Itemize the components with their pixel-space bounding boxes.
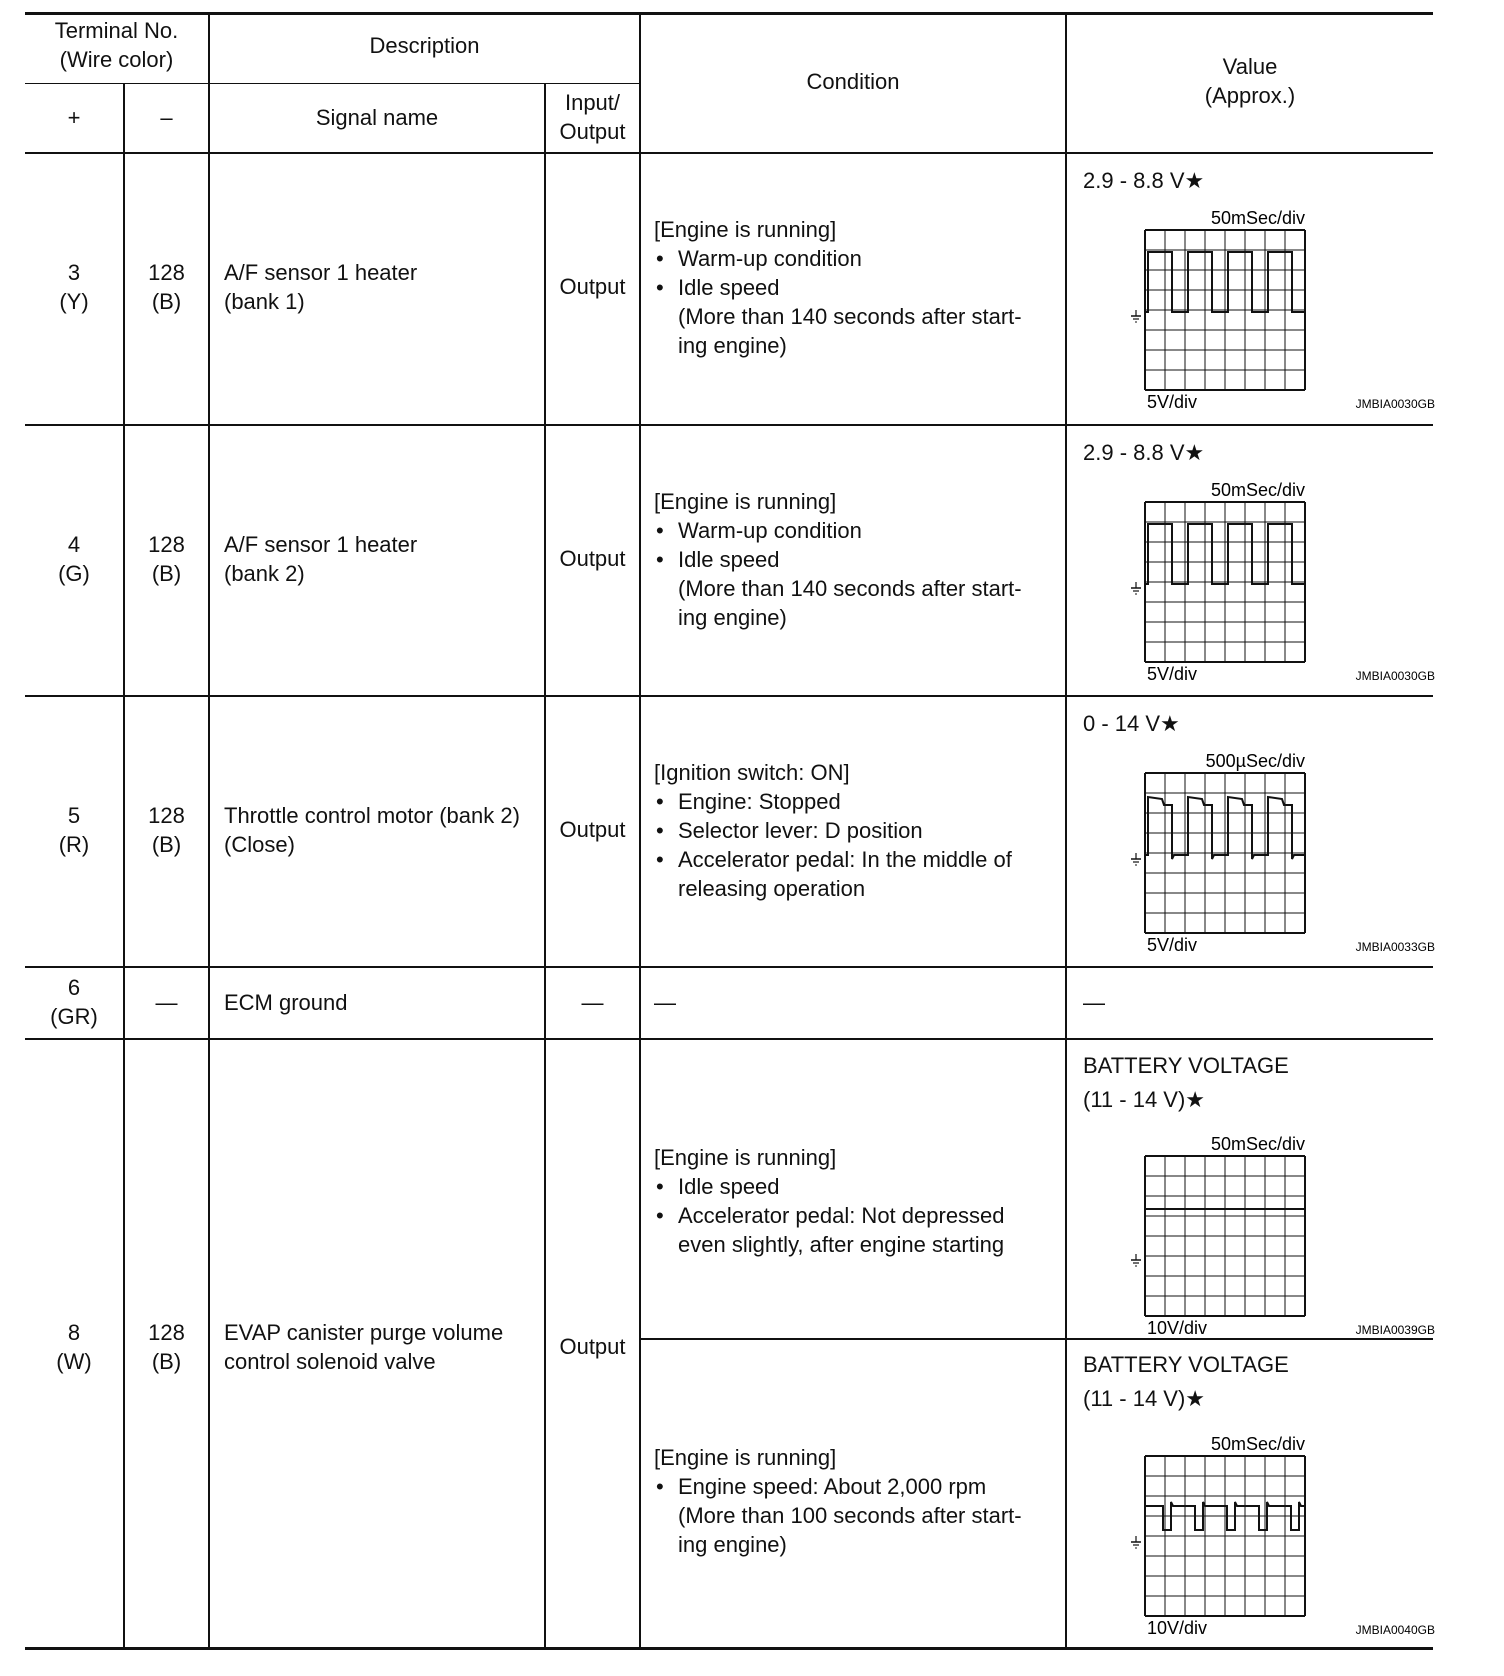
row5b-cond-item: • Engine speed: About 2,000 rpm (More than 100 seconds after start- ing engine) [654,1472,1022,1559]
row4-plus: 6 (GR) [50,975,98,1029]
figure-code: JMBIA0033GB [1355,940,1435,954]
rule-v2 [208,12,210,1649]
waveform-trace [1145,1208,1305,1209]
row1-cond-item: • Warm-up condition [654,244,1022,273]
figure-code: JMBIA0040GB [1355,1623,1435,1637]
row3-cond-list [654,787,1012,903]
row1-signal: A/F sensor 1 heater (bank 1) [224,260,418,314]
header-value: Value (Approx.) [1204,54,1296,108]
row5a-cond-item: • Accelerator pedal: Not depressed even slightly, after engine starting [654,1201,1005,1259]
row5b-cond-head: [Engine is running] [654,1445,837,1470]
rule-v5 [1065,12,1067,1649]
row2-cond-head: [Engine is running] [654,489,837,514]
row5a-cond-item: • Idle speed [654,1172,1005,1201]
header-signal-name: Signal name [315,105,439,130]
row3-cond-item: • Engine: Stopped [654,787,1012,816]
row2-condition [654,487,1022,632]
row2-plus: 4 (G) [58,532,90,586]
row1-condition [654,215,1022,360]
volt-div-label: 5V/div [1147,935,1198,955]
row3-cond-item: • Selector lever: D position [654,816,1012,845]
row5-io: Output [559,1334,626,1359]
row2-minus: 128 (B) [148,532,185,586]
row5-minus: 128 (B) [148,1320,185,1374]
oscilloscope-waveform-5 [1075,1426,1435,1676]
row2-cond-item: • Warm-up condition [654,516,1022,545]
time-div-label: 50mSec/div [1210,208,1305,228]
ground-icon [1131,310,1141,322]
oscilloscope-waveform-3 [1075,743,1435,993]
figure-code: JMBIA0030GB [1355,669,1435,683]
row5b-condition [654,1443,1022,1559]
row1-cond-head: [Engine is running] [654,217,837,242]
row2-value: 2.9 - 8.8 V★ [1083,440,1205,465]
rule-row4 [25,1038,1433,1040]
volt-div-label: 10V/div [1147,1618,1208,1638]
row1-value: 2.9 - 8.8 V★ [1083,168,1205,193]
row3-condition [654,758,1012,903]
row4-value: — [1083,990,1105,1015]
row1-cond-item: • Idle speed (More than 140 seconds after start- ing engine) [654,273,1022,360]
rule-v4 [639,12,641,1649]
row5-plus: 8 (W) [56,1320,92,1374]
row1-plus: 3 (Y) [59,260,89,314]
row1-cond-list [654,244,1022,360]
oscilloscope-waveform-1 [1075,200,1435,450]
rule-v3 [544,83,546,1649]
row3-minus: 128 (B) [148,803,185,857]
row5b-value-line1: BATTERY VOLTAGE [1083,1352,1289,1377]
row2-cond-item: • Idle speed (More than 140 seconds after start- ing engine) [654,545,1022,632]
volt-div-label: 5V/div [1147,664,1198,684]
row3-io: Output [559,817,626,842]
row4-signal: ECM ground [224,990,348,1015]
row5a-condition [654,1143,1005,1259]
ground-icon [1131,853,1141,865]
row4-minus: — [155,990,178,1015]
ground-icon [1131,582,1141,594]
rule-top [25,12,1433,15]
row1-minus: 128 (B) [148,260,185,314]
ground-icon [1131,1254,1141,1266]
row5a-cond-head: [Engine is running] [654,1145,837,1170]
ground-icon [1131,1536,1141,1548]
row3-plus: 5 (R) [58,803,90,857]
rule-header-mid [25,83,639,84]
row5a-value-line1: BATTERY VOLTAGE [1083,1053,1289,1078]
figure-code: JMBIA0030GB [1355,397,1435,411]
row5-signal: EVAP canister purge volume control solenoid valve [224,1320,504,1374]
row3-value: 0 - 14 V★ [1083,711,1180,736]
row5a-cond-list [654,1172,1005,1259]
header-minus: – [160,105,173,130]
row2-io: Output [559,546,626,571]
volt-div-label: 5V/div [1147,392,1198,412]
row4-io: — [581,990,604,1015]
time-div-label: 50mSec/div [1210,1134,1305,1154]
row2-signal: A/F sensor 1 heater (bank 2) [224,532,418,586]
row3-cond-item: • Accelerator pedal: In the middle of releasing operation [654,845,1012,903]
time-div-label: 50mSec/div [1210,1434,1305,1454]
time-div-label: 50mSec/div [1210,480,1305,500]
row3-signal: Throttle control motor (bank 2) (Close) [224,803,520,857]
oscilloscope-waveform-2 [1075,472,1435,722]
row5a-value-line2: (11 - 14 V)★ [1083,1087,1206,1112]
row4-condition: — [654,990,676,1015]
rule-v1 [123,83,125,1649]
rule-header-bottom [25,152,1433,154]
row1-io: Output [559,274,626,299]
oscilloscope-waveform-4 [1075,1126,1435,1376]
row5b-cond-list [654,1472,1022,1559]
figure-code: JMBIA0039GB [1355,1323,1435,1337]
header-terminal: Terminal No. (Wire color) [54,18,179,72]
header-plus: + [67,105,81,130]
row5b-value-line2: (11 - 14 V)★ [1083,1386,1206,1411]
header-condition: Condition [806,69,900,94]
header-io: Input/ Output [559,90,626,144]
header-description: Description [369,33,480,58]
volt-div-label: 10V/div [1147,1318,1208,1338]
row2-cond-list [654,516,1022,632]
time-div-label: 500µSec/div [1205,751,1305,771]
row3-cond-head: [Ignition switch: ON] [654,760,850,785]
